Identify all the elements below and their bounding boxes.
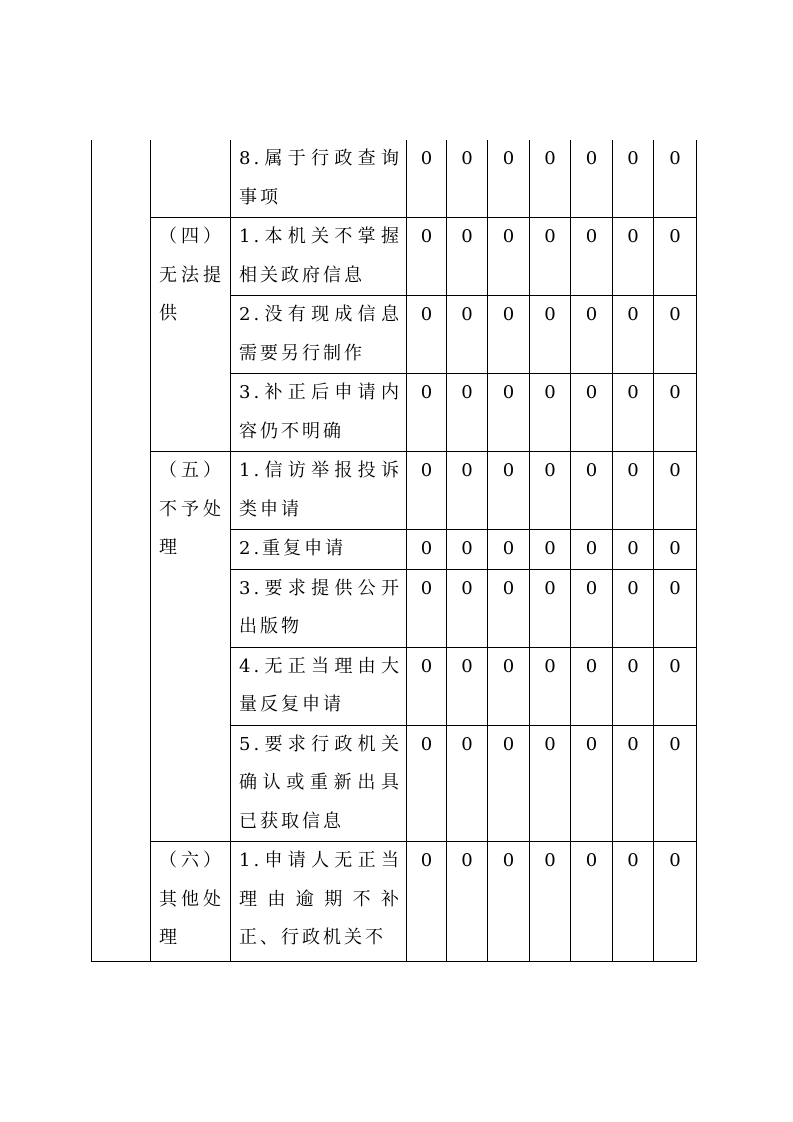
value-cell: 0 (530, 647, 571, 725)
value-cell: 0 (654, 296, 697, 374)
item-label: 8.属于行政查询事项 (231, 140, 407, 218)
value-cell: 0 (407, 218, 447, 296)
value-cell: 0 (654, 725, 697, 842)
value-cell: 0 (654, 218, 697, 296)
value-cell: 0 (571, 218, 613, 296)
value-cell: 0 (488, 569, 530, 647)
item-label: 1.申请人无正当理由逾期不补正、行政机关不 (231, 842, 407, 962)
item-label: 1.信访举报投诉类申请 (231, 452, 407, 530)
value-cell: 0 (407, 374, 447, 452)
value-cell: 0 (613, 530, 654, 570)
value-cell: 0 (654, 842, 697, 962)
value-cell: 0 (613, 647, 654, 725)
value-cell: 0 (488, 725, 530, 842)
value-cell: 0 (407, 452, 447, 530)
value-cell: 0 (488, 218, 530, 296)
value-cell: 0 (530, 530, 571, 570)
value-cell: 0 (654, 452, 697, 530)
info-disclosure-table (91, 140, 697, 962)
value-cell: 0 (488, 296, 530, 374)
value-cell: 0 (447, 647, 488, 725)
value-cell: 0 (613, 374, 654, 452)
value-cell: 0 (571, 647, 613, 725)
value-cell: 0 (447, 842, 488, 962)
value-cell: 0 (407, 842, 447, 962)
value-cell: 0 (654, 530, 697, 570)
item-label: 5.要求行政机关确认或重新出具已获取信息 (231, 725, 407, 842)
value-cell: 0 (407, 296, 447, 374)
value-cell: 0 (488, 842, 530, 962)
value-cell: 0 (488, 452, 530, 530)
value-cell: 0 (488, 140, 530, 218)
value-cell: 0 (530, 296, 571, 374)
category-cell: （六）其他处理 (151, 842, 231, 962)
table-row (92, 452, 697, 530)
item-label: 4.无正当理由大量反复申请 (231, 647, 407, 725)
value-cell: 0 (530, 842, 571, 962)
value-cell: 0 (447, 452, 488, 530)
category-cell-continued (151, 140, 231, 218)
value-cell: 0 (407, 569, 447, 647)
value-cell: 0 (571, 569, 613, 647)
item-label: 3.要求提供公开出版物 (231, 569, 407, 647)
item-label: 2.重复申请 (231, 530, 407, 570)
value-cell: 0 (530, 140, 571, 218)
value-cell: 0 (613, 218, 654, 296)
value-cell: 0 (613, 842, 654, 962)
value-cell: 0 (571, 374, 613, 452)
value-cell: 0 (447, 725, 488, 842)
value-cell: 0 (530, 218, 571, 296)
value-cell: 0 (613, 140, 654, 218)
value-cell: 0 (613, 725, 654, 842)
value-cell: 0 (530, 725, 571, 842)
value-cell: 0 (447, 218, 488, 296)
value-cell: 0 (488, 374, 530, 452)
value-cell: 0 (530, 374, 571, 452)
table-row (92, 140, 697, 218)
value-cell: 0 (654, 569, 697, 647)
value-cell: 0 (654, 140, 697, 218)
value-cell: 0 (571, 842, 613, 962)
item-label: 3.补正后申请内容仍不明确 (231, 374, 407, 452)
value-cell: 0 (571, 530, 613, 570)
category-cell: （五）不予处理 (151, 452, 231, 842)
value-cell: 0 (530, 569, 571, 647)
value-cell: 0 (447, 296, 488, 374)
value-cell: 0 (613, 296, 654, 374)
value-cell: 0 (407, 530, 447, 570)
value-cell: 0 (407, 725, 447, 842)
table-row (92, 842, 697, 962)
value-cell: 0 (571, 140, 613, 218)
item-label: 2.没有现成信息需要另行制作 (231, 296, 407, 374)
value-cell: 0 (488, 530, 530, 570)
value-cell: 0 (447, 530, 488, 570)
item-label: 1.本机关不掌握相关政府信息 (231, 218, 407, 296)
value-cell: 0 (447, 140, 488, 218)
value-cell: 0 (571, 296, 613, 374)
value-cell: 0 (654, 647, 697, 725)
value-cell: 0 (407, 140, 447, 218)
value-cell: 0 (654, 374, 697, 452)
value-cell: 0 (571, 452, 613, 530)
value-cell: 0 (530, 452, 571, 530)
outer-category-cell (92, 140, 151, 962)
value-cell: 0 (407, 647, 447, 725)
value-cell: 0 (447, 374, 488, 452)
table-row (92, 218, 697, 296)
category-cell: （四）无法提供 (151, 218, 231, 452)
value-cell: 0 (613, 452, 654, 530)
value-cell: 0 (447, 569, 488, 647)
value-cell: 0 (488, 647, 530, 725)
value-cell: 0 (571, 725, 613, 842)
value-cell: 0 (613, 569, 654, 647)
